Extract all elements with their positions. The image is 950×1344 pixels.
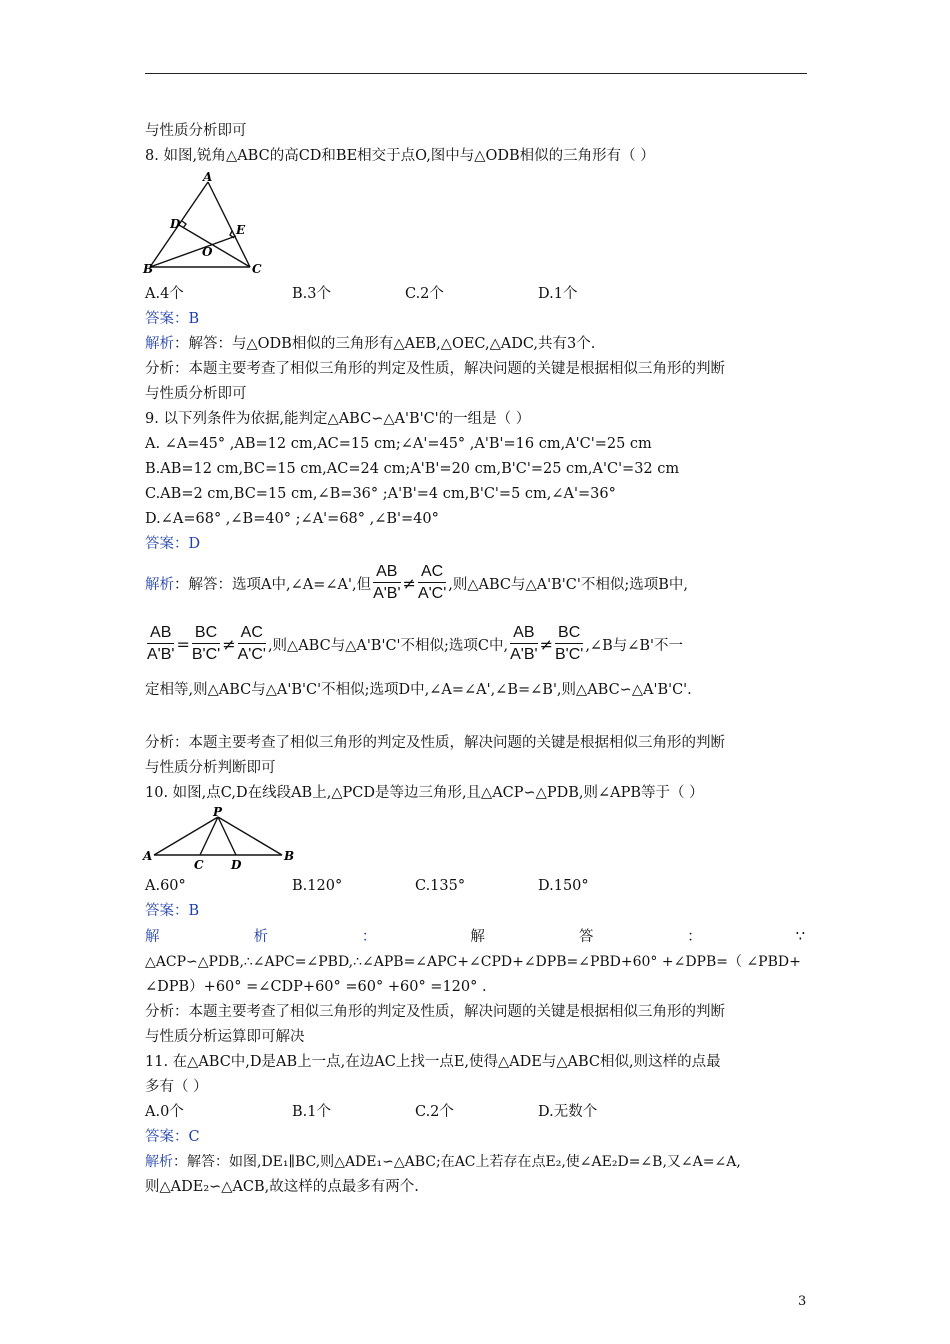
q9-option-a: A. ∠A=45° ,AB=12 cm,AC=15 cm;∠A'=45° ,A'B'=16 cm,A'C'=25 cm <box>145 436 652 452</box>
fraction-ac-den: A'C' <box>417 585 447 602</box>
q10-spread-5: 答 <box>578 929 594 945</box>
q10-spread-7: ∵ <box>795 929 805 945</box>
q8-label-o: O <box>202 245 213 259</box>
q10-option-b: B.120° <box>292 878 343 894</box>
fraction-ab-3 <box>510 623 537 665</box>
fraction-ab-2-num: AB <box>147 623 174 644</box>
q10-comment-1: 分析：本题主要考查了相似三角形的判定及性质，解决问题的关键是根据相似三角形的判断 <box>145 1004 725 1020</box>
eq-sign: = <box>176 634 190 654</box>
q11-analysis-line-1 <box>145 1152 741 1172</box>
q8-comment-1: 分析：本题主要考查了相似三角形的判定及性质，解决问题的关键是根据相似三角形的判断 <box>145 361 725 377</box>
q9-analysis-mid: ,则△ABC与△A'B'C'不相似;选项C中, <box>267 637 509 654</box>
fraction-bc-2 <box>555 623 583 665</box>
q11-question-1: 11. 在△ABC中,D是AB上一点,在边AC上找一点E,使得△ADE与△ABC相似,则这样的点最 <box>145 1054 721 1070</box>
fraction-ac-2 <box>238 623 266 665</box>
q9-answer: 答案：D <box>145 536 201 552</box>
fraction-ac <box>418 562 446 604</box>
q9-option-b: B.AB=12 cm,BC=15 cm,AC=24 cm;A'B'=20 cm,B'C'=25 cm,A'C'=32 cm <box>145 461 680 477</box>
q8-label-a: A <box>203 170 213 184</box>
q8-label-c: C <box>252 262 262 276</box>
fraction-bc-2-den: B'C' <box>554 646 584 663</box>
q8-answer: 答案：B <box>145 311 200 327</box>
q9-comment-2: 与性质分析判断即可 <box>145 760 276 776</box>
q10-answer: 答案：B <box>145 903 200 919</box>
q8-analysis-label: 解析 <box>145 336 174 352</box>
neq-sign: ≠ <box>402 573 416 593</box>
q9-analysis-line-3: 定相等,则△ABC与△A'B'C'不相似;选项D中,∠A=∠A',∠B=∠B',则△ABC∽△A'B'C'. <box>145 682 692 698</box>
q11-analysis-text: ：解答：如图,DE₁∥BC,则△ADE₁∽△ABC;在AC上若存在点E₂,使∠AE₂D=∠B,又∠A=∠A, <box>173 1154 741 1170</box>
neq-sign-2: ≠ <box>222 634 236 654</box>
q9-option-d: D.∠A=68° ,∠B=40° ;∠A'=68° ,∠B'=40° <box>145 511 439 527</box>
q10-spread-4: 解 <box>470 929 485 945</box>
q10-spread-1: 解 <box>145 929 160 945</box>
q8-analysis <box>145 334 595 354</box>
q11-analysis-line-2: 则△ADE₂∽△ACB,故这样的点最多有两个. <box>145 1179 419 1195</box>
q10-spread-6: ： <box>687 929 702 945</box>
fraction-ab-3-num: AB <box>510 623 537 644</box>
q8-option-d: D.1个 <box>538 286 578 302</box>
q8-analysis-text: ：解答：与△ODB相似的三角形有△AEB,△OEC,△ADC,共有3个. <box>174 336 596 352</box>
q11-option-d: D.无数个 <box>538 1104 598 1120</box>
q10-option-a: A.60° <box>145 878 186 894</box>
fraction-ac-2-den: A'C' <box>237 646 266 663</box>
q10-option-c: C.135° <box>415 878 466 894</box>
q9-analysis-post: ,则△ABC与△A'B'C'不相似;选项B中, <box>448 576 689 593</box>
fraction-ab-2 <box>147 623 174 665</box>
fraction-bc-2-num: BC <box>555 623 583 644</box>
q11-option-c: C.2个 <box>415 1104 454 1120</box>
top-line: 与性质分析即可 <box>145 123 247 139</box>
q8-label-d: D <box>170 217 181 231</box>
q10-label-p: P <box>213 805 223 819</box>
page-number: 3 <box>798 1294 807 1309</box>
q11-option-b: B.1个 <box>292 1104 331 1120</box>
q8-option-a: A.4个 <box>145 286 184 302</box>
q10-option-d: D.150° <box>538 878 589 894</box>
q9-comment-1: 分析：本题主要考查了相似三角形的判定及性质，解决问题的关键是根据相似三角形的判断 <box>145 735 725 751</box>
q10-spread-2: 析 <box>253 929 268 945</box>
fraction-bc <box>192 623 220 665</box>
q11-option-a: A.0个 <box>145 1104 184 1120</box>
q10-spread-3: ： <box>361 929 377 945</box>
q8-label-e: E <box>236 223 246 237</box>
q11-answer: 答案：C <box>145 1129 200 1145</box>
fraction-ab-3-den: A'B' <box>510 646 538 663</box>
q10-question: 10. 如图,点C,D在线段AB上,△PCD是等边三角形,且△ACP∽△PDB,则∠APB等于（ ） <box>145 785 704 801</box>
q10-label-a: A <box>143 849 153 863</box>
fraction-bc-num: BC <box>192 623 220 644</box>
q11-analysis-label: 解析 <box>145 1154 173 1170</box>
q9-analysis-line-1 <box>145 562 688 604</box>
q9-option-c: C.AB=2 cm,BC=15 cm,∠B=36° ;A'B'=4 cm,B'C'=5 cm,∠A'=36° <box>145 486 616 502</box>
fraction-bc-den: B'C' <box>191 646 221 663</box>
q8-option-b: B.3个 <box>292 286 331 302</box>
q10-analysis-line-2: △ACP∽△PDB,∴∠APC=∠PBD,∴∠APB=∠APC+∠CPD+∠DPB=∠PBD+60° +∠DPB=（ ∠PBD+ <box>145 954 801 970</box>
neq-sign-3: ≠ <box>539 634 553 654</box>
q10-label-b: B <box>284 849 295 863</box>
q8-triangle-figure <box>140 170 270 282</box>
q10-label-c: C <box>194 858 204 872</box>
fraction-ab-num: AB <box>373 562 400 583</box>
q10-label-d: D <box>231 858 242 872</box>
q10-analysis-line-3: ∠DPB）+60° =∠CDP+60° =60° +60° =120° . <box>145 979 487 995</box>
header-rule <box>145 73 807 74</box>
fraction-ab <box>373 562 400 604</box>
q9-analysis-line-2 <box>145 623 683 665</box>
q10-segment-figure <box>140 805 300 873</box>
q10-comment-2: 与性质分析运算即可解决 <box>145 1029 305 1045</box>
q9-analysis-pre: ：解答：选项A中,∠A=∠A',但 <box>174 576 372 593</box>
q8-option-c: C.2个 <box>405 286 444 302</box>
q10-analysis-line-1 <box>145 927 805 947</box>
q11-question-2: 多有（ ） <box>145 1079 208 1095</box>
q8-question: 8. 如图,锐角△ABC的高CD和BE相交于点O,图中与△ODB相似的三角形有（ ） <box>145 148 655 164</box>
q9-question: 9. 以下列条件为依据,能判定△ABC∽△A'B'C'的一组是（ ） <box>145 411 531 427</box>
q8-label-b: B <box>143 262 154 276</box>
fraction-ab-den: A'B' <box>373 585 401 602</box>
fraction-ab-2-den: A'B' <box>147 646 175 663</box>
fraction-ac-num: AC <box>418 562 446 583</box>
fraction-ac-2-num: AC <box>238 623 266 644</box>
q9-analysis-label: 解析 <box>145 576 174 593</box>
q8-comment-2: 与性质分析即可 <box>145 386 247 402</box>
q9-analysis-post-2: ,∠B与∠B'不一 <box>585 637 684 654</box>
